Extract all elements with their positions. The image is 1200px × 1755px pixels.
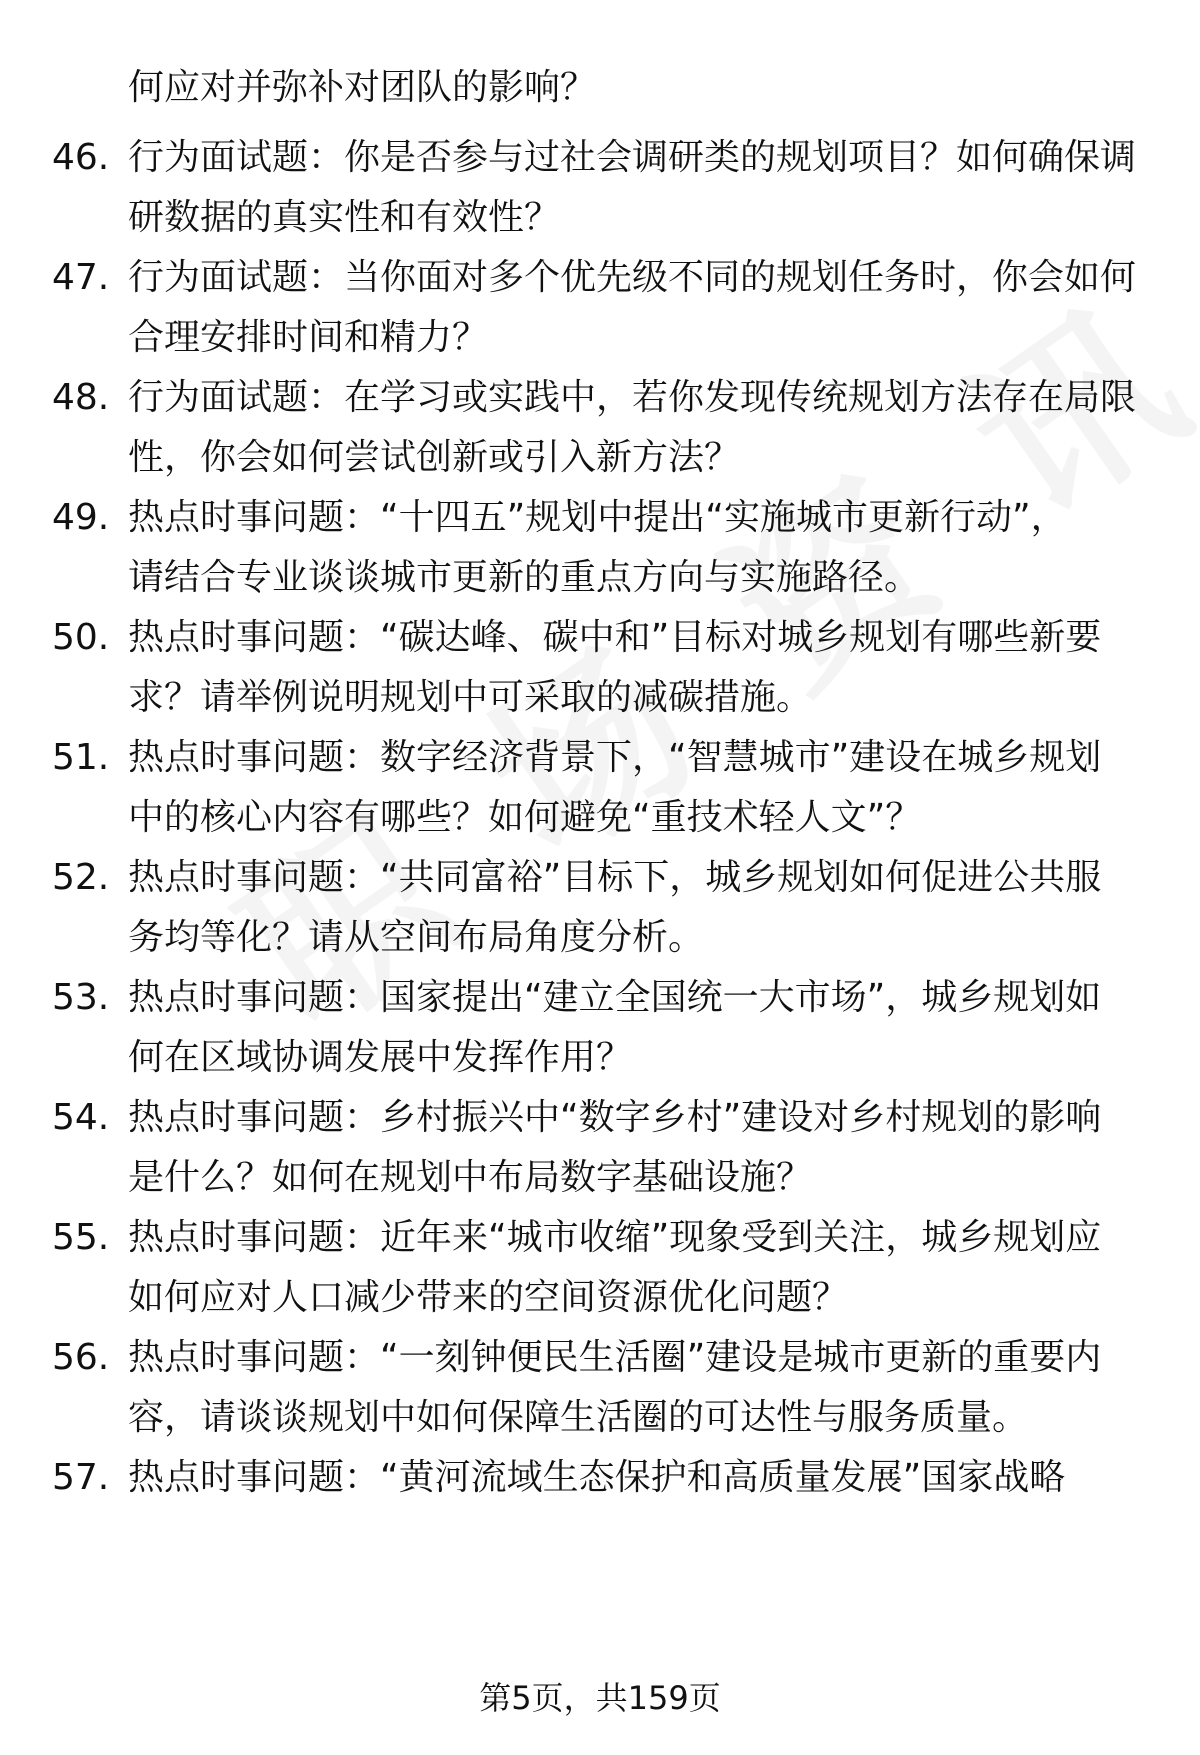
question-item-47 — [0, 248, 1200, 368]
question-item-46 — [0, 128, 1200, 248]
question-item-48 — [0, 368, 1200, 488]
question-number: 47. — [52, 257, 110, 298]
question-number: 49. — [52, 497, 110, 538]
question-text-line2: 何在区域协调发展中发挥作用？ — [128, 1037, 633, 1078]
question-text-line1: 热点时事问题：“共同富裕”目标下，城乡规划如何促进公共服 — [128, 857, 1102, 898]
question-text-line2: 如何应对人口减少带来的空间资源优化问题？ — [128, 1277, 849, 1318]
question-text-line2: 研数据的真实性和有效性？ — [128, 197, 561, 238]
question-number: 53. — [52, 977, 110, 1018]
question-text-line2: 是什么？如何在规划中布局数字基础设施？ — [128, 1157, 813, 1198]
question-item-52 — [0, 848, 1200, 968]
question-number: 46. — [52, 137, 110, 178]
question-text-line2: 请结合专业谈谈城市更新的重点方向与实施路径。 — [128, 557, 921, 598]
page-footer: 第5页，共159页 — [479, 1679, 721, 1717]
question-text-line1: 热点时事问题：“黄河流域生态保护和高质量发展”国家战略 — [128, 1457, 1066, 1498]
question-item-57 — [0, 1448, 1200, 1568]
question-number: 55. — [52, 1217, 110, 1258]
question-number: 57. — [52, 1457, 110, 1498]
question-number: 51. — [52, 737, 110, 778]
question-item-49 — [0, 488, 1200, 608]
question-number: 50. — [52, 617, 110, 658]
question-number: 48. — [52, 377, 110, 418]
question-text-line2: 中的核心内容有哪些？如何避免“重技术轻人文”？ — [128, 797, 922, 838]
question-item-53 — [0, 968, 1200, 1088]
question-number: 54. — [52, 1097, 110, 1138]
question-text-line1: 行为面试题：在学习或实践中，若你发现传统规划方法存在局限 — [128, 377, 1137, 418]
question-text-line1: 热点时事问题：“十四五”规划中提出“实施城市更新行动”， — [128, 497, 1067, 538]
question-item-55 — [0, 1208, 1200, 1328]
question-number: 56. — [52, 1337, 110, 1378]
question-text-line2: 务均等化？请从空间布局角度分析。 — [128, 917, 705, 958]
question-text-line2: 性，你会如何尝试创新或引入新方法？ — [128, 437, 741, 478]
question-item-54 — [0, 1088, 1200, 1208]
question-text-line1: 热点时事问题：国家提出“建立全国统一大市场”，城乡规划如 — [128, 977, 1102, 1018]
question-text-line1: 热点时事问题：近年来“城市收缩”现象受到关注，城乡规划应 — [128, 1217, 1102, 1258]
question-text-line1: 热点时事问题：“碳达峰、碳中和”目标对城乡规划有哪些新要 — [128, 617, 1102, 658]
continuation-text: 何应对并弥补对团队的影响？ — [128, 67, 597, 108]
question-text-line1: 热点时事问题：数字经济背景下，“智慧城市”建设在城乡规划 — [128, 737, 1102, 778]
question-text-line1: 热点时事问题：“一刻钟便民生活圈”建设是城市更新的重要内 — [128, 1337, 1102, 1378]
question-number: 52. — [52, 857, 110, 898]
question-text-line1: 行为面试题：你是否参与过社会调研类的规划项目？如何确保调 — [128, 137, 1137, 178]
question-item-51 — [0, 728, 1200, 848]
question-text-line2: 合理安排时间和精力？ — [128, 317, 489, 358]
question-text-line2: 求？请举例说明规划中可采取的减碳措施。 — [128, 677, 813, 718]
question-text-line2: 容，请谈谈规划中如何保障生活圈的可达性与服务质量。 — [128, 1397, 1029, 1438]
question-item-56 — [0, 1328, 1200, 1448]
question-item-50 — [0, 608, 1200, 728]
question-text-line1: 热点时事问题：乡村振兴中“数字乡村”建设对乡村规划的影响 — [128, 1097, 1102, 1138]
question-text-line1: 行为面试题：当你面对多个优先级不同的规划任务时，你会如何 — [128, 257, 1137, 298]
